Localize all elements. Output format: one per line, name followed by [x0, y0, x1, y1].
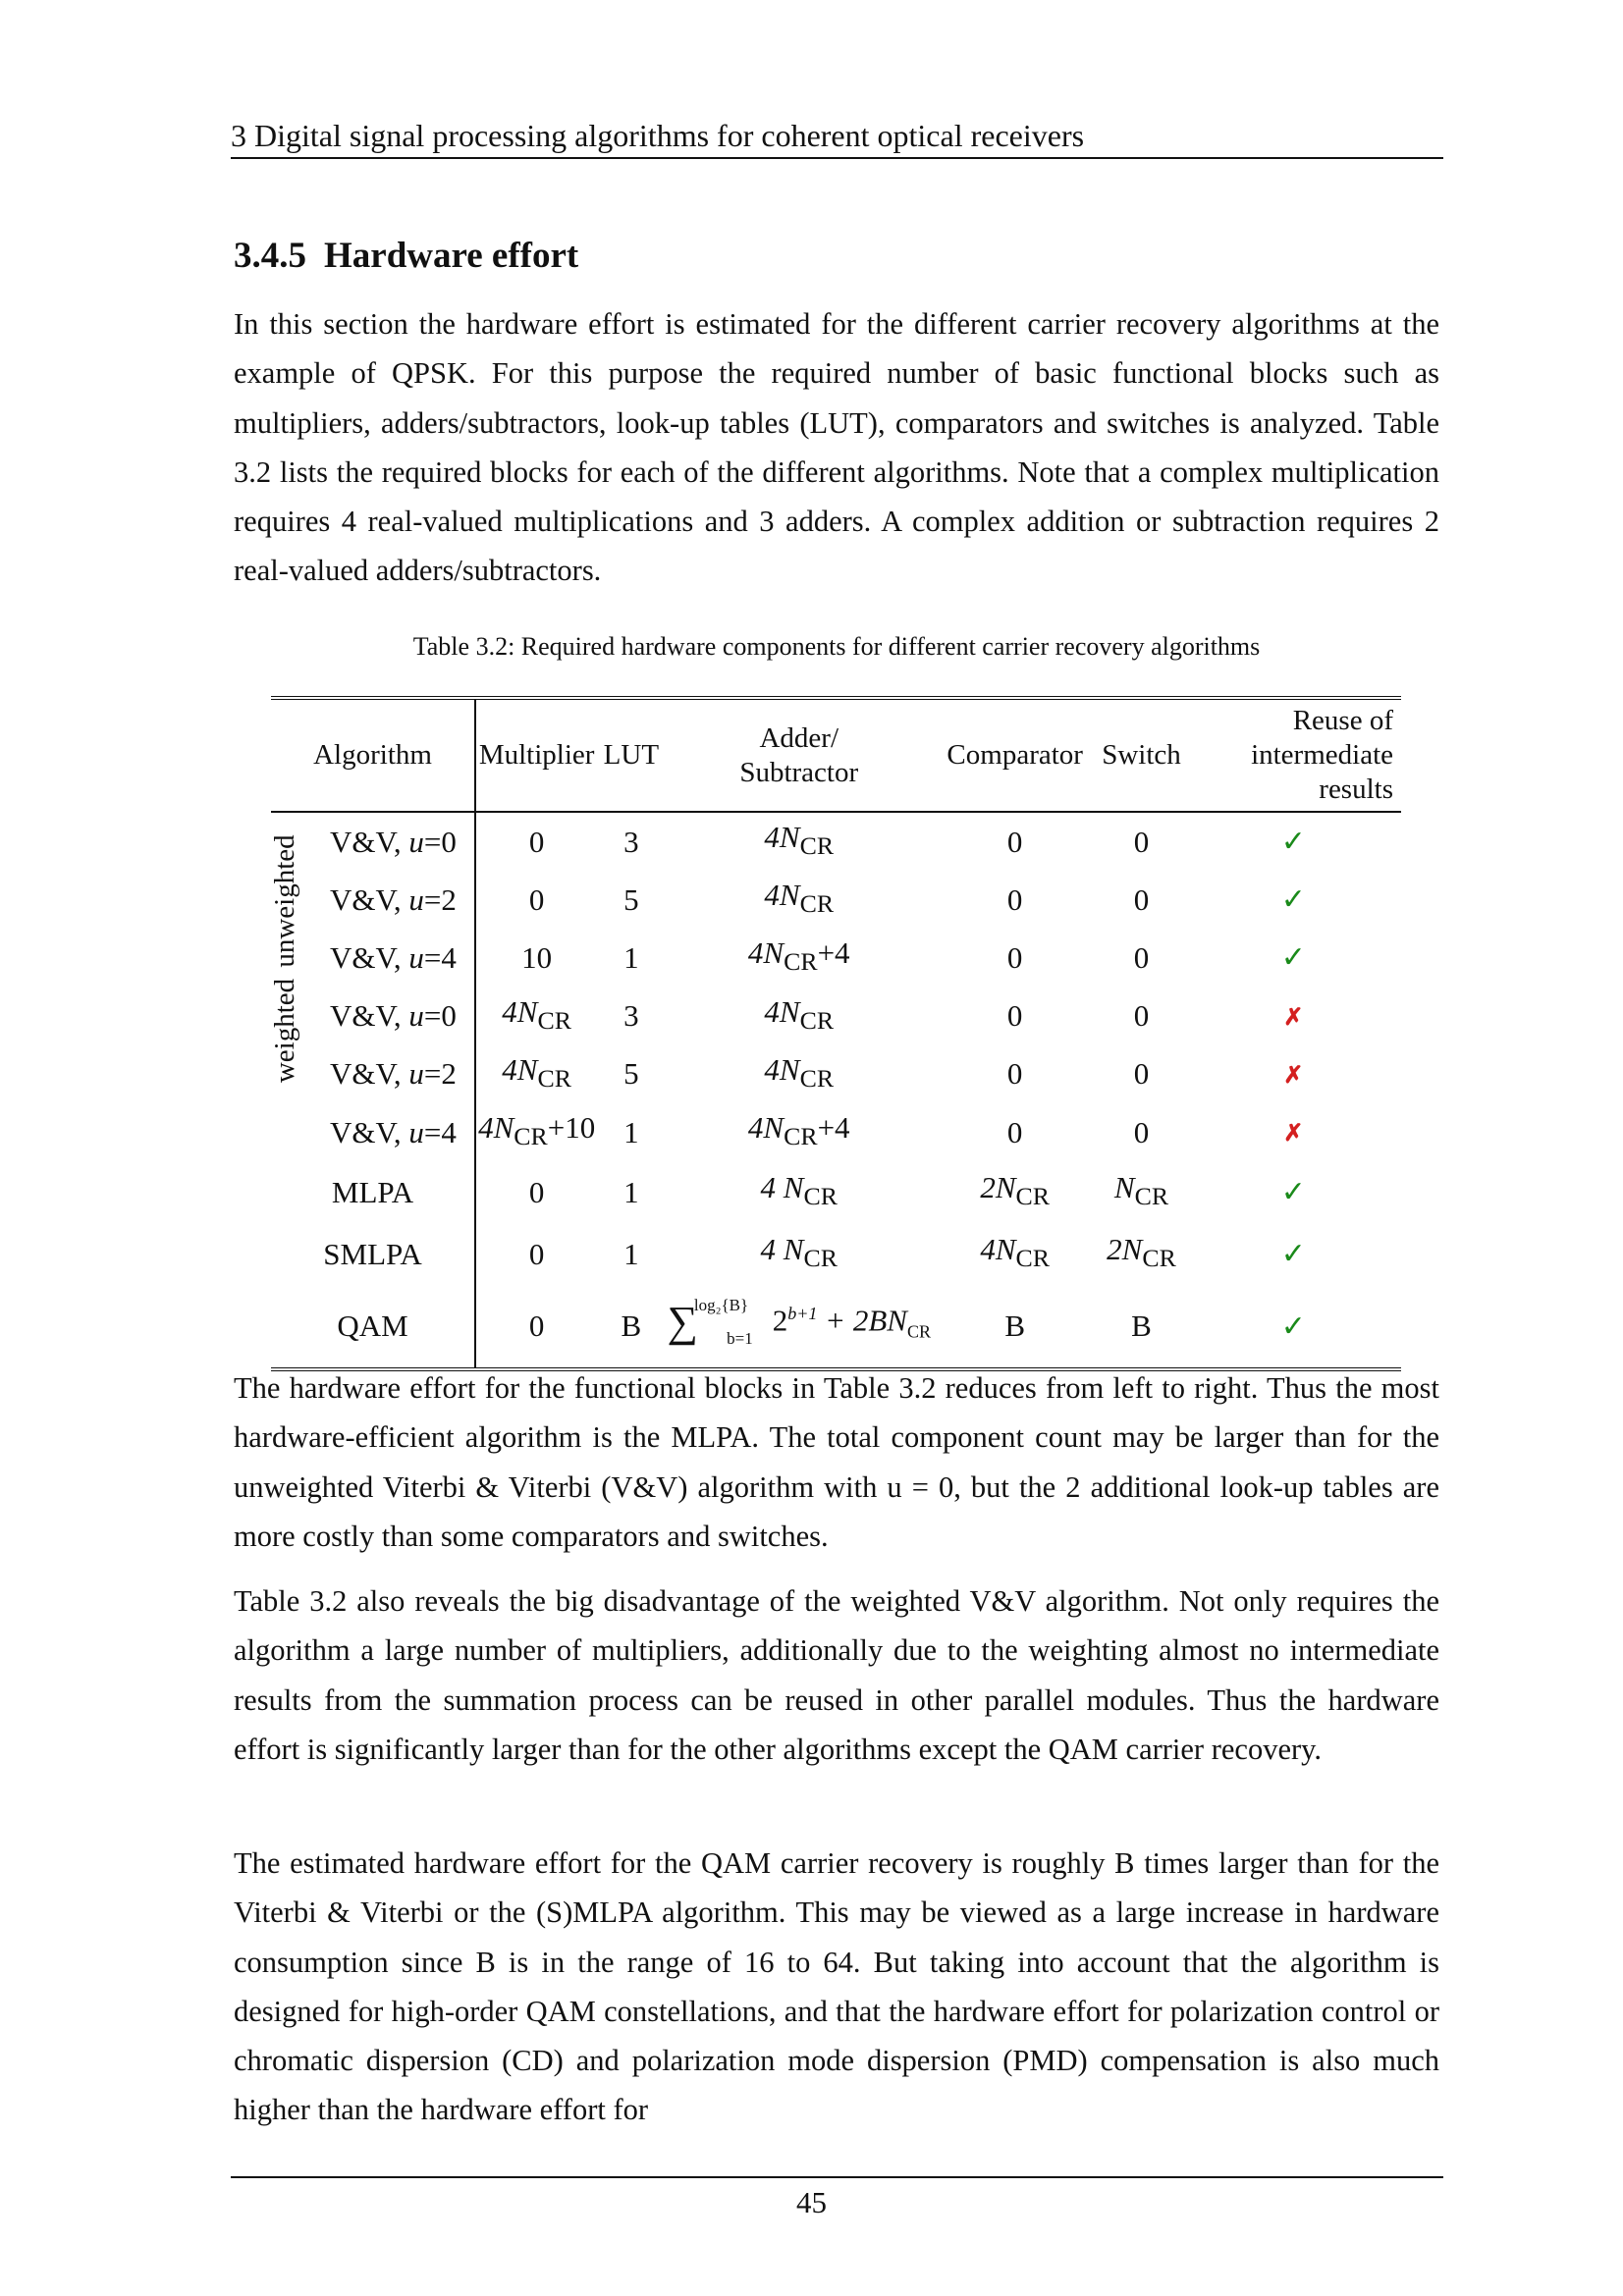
cell-reuse [1186, 812, 1401, 871]
cell-switch: 0 [1133, 1056, 1150, 1092]
cell-multiplier: 0 [528, 1308, 545, 1343]
comp-main: 4N [980, 1232, 1016, 1267]
mult-main: 4N [478, 1109, 514, 1145]
cell-comparator: 0 [1006, 824, 1023, 859]
cell-algorithm: QAM [271, 1286, 475, 1369]
cell-reuse [1186, 1045, 1401, 1103]
sum-base: 2 [772, 1303, 788, 1338]
adder-main: 4 N [760, 1170, 804, 1205]
table-header-row [271, 698, 1401, 812]
header-lut: LUT [597, 698, 665, 812]
adder-sub: CR [799, 831, 835, 861]
cell-lut: B [621, 1308, 642, 1343]
alg-prefix: V&V, [330, 1114, 409, 1149]
adder-main: 4N [764, 993, 800, 1029]
adder-sub: CR [784, 1122, 818, 1151]
sum-formula [667, 1295, 931, 1348]
cell-adder-sum-formula [665, 1286, 933, 1369]
check-icon: ✓ [1280, 1309, 1306, 1343]
table-row [271, 1161, 1401, 1223]
cell-comparator: B [1004, 1308, 1026, 1343]
adder-main: 4N [747, 1109, 784, 1145]
cell-lut: 3 [623, 824, 639, 859]
cell-algorithm [271, 812, 475, 871]
adder-main: 4N [764, 1051, 800, 1087]
check-icon: ✓ [1280, 1238, 1306, 1271]
cell-lut: 1 [623, 1236, 639, 1271]
alg-var: u [408, 1056, 424, 1092]
cell-multiplier: 0 [528, 1236, 545, 1271]
alg-suffix: =0 [423, 824, 457, 859]
cell-switch [1097, 1161, 1185, 1223]
cell-switch: 0 [1133, 824, 1150, 859]
cell-lut: 3 [623, 998, 639, 1034]
hardware-table [271, 696, 1401, 1371]
check-icon: ✓ [1280, 826, 1306, 859]
table-caption: Table 3.2: Required hardware components for different carrier recovery algorithms [412, 632, 1261, 661]
cell-switch: B [1131, 1308, 1152, 1343]
alg-var: u [408, 939, 424, 975]
switch-main: N [1113, 1170, 1135, 1205]
alg-suffix: =4 [423, 939, 457, 975]
cell-switch: 0 [1133, 881, 1150, 917]
cell-multiplier: 0 [528, 881, 545, 917]
adder-main: 4N [747, 935, 784, 971]
header-reuse-line2: intermediate [1251, 739, 1393, 771]
adder-main: 4 N [760, 1232, 804, 1267]
header-reuse-line1: Reuse of [1292, 705, 1393, 736]
cell-adder [665, 871, 933, 929]
cell-lut: 1 [623, 1114, 639, 1149]
cell-reuse [1186, 929, 1401, 987]
cell-adder [665, 1045, 933, 1103]
cell-multiplier [475, 1103, 597, 1161]
comp-sub: CR [1015, 1244, 1050, 1273]
check-icon: ✓ [1280, 883, 1306, 917]
footer-rule [231, 2176, 1443, 2178]
table-row [271, 1223, 1401, 1285]
alg-var: u [408, 998, 424, 1034]
cell-adder [665, 929, 933, 987]
cell-adder [665, 1103, 933, 1161]
header-adder-line2: Subtractor [739, 756, 859, 788]
cell-switch: 0 [1133, 939, 1150, 975]
cell-comparator: 0 [1006, 939, 1023, 975]
alg-suffix: =4 [423, 1114, 457, 1149]
cell-adder [665, 988, 933, 1045]
sigma-symbol: ∑ [667, 1298, 698, 1346]
sum-exponent: b+1 [787, 1303, 818, 1323]
cell-lut: 1 [623, 939, 639, 975]
group-label-unweighted-text: unweighted [269, 834, 300, 968]
comp-main: 2N [980, 1170, 1016, 1205]
adder-sub: CR [799, 889, 835, 919]
cell-reuse [1186, 988, 1401, 1045]
cell-reuse [1186, 1103, 1401, 1161]
sum-rest-sub: CR [906, 1321, 931, 1342]
mult-sub: CR [537, 1005, 571, 1035]
cell-algorithm [271, 871, 475, 929]
switch-sub: CR [1142, 1244, 1176, 1273]
header-algorithm: Algorithm [271, 698, 475, 812]
cell-multiplier: 0 [528, 824, 545, 859]
mult-tail: +10 [547, 1109, 596, 1145]
sum-rest: + 2BN [817, 1303, 907, 1338]
paragraph-qam: The estimated hardware effort for the QAM carrier recovery is roughly B times larger than for the Viterbi & Viterbi or the (S)MLPA algorithm. This may be viewed as a large increase in hardware consumption since B is in the range of 16 to 64. But taking into account that the algorithm is designed for high-order QAM constellations, and that the hardware effort for polarization control or chromatic dispersion (CD) and polarization mode dispersion (PMD) compensation is also much higher than the hardware effort for [234, 1846, 1439, 2127]
cell-lut: 1 [623, 1174, 639, 1209]
running-header: 3 Digital signal processing algorithms for coherent optical receivers [231, 116, 1443, 159]
adder-sub: CR [803, 1182, 838, 1211]
cell-reuse [1186, 1286, 1401, 1369]
alg-suffix: =2 [423, 1056, 457, 1092]
alg-prefix: V&V, [330, 939, 409, 975]
cell-algorithm [271, 1103, 475, 1161]
cell-switch [1097, 1223, 1185, 1285]
cell-lut: 5 [623, 881, 639, 917]
adder-main: 4N [764, 878, 800, 913]
cell-comparator: 0 [1006, 998, 1023, 1034]
sum-expression [773, 1305, 931, 1341]
alg-prefix: V&V, [330, 998, 409, 1034]
cell-switch: 0 [1133, 1114, 1150, 1149]
comp-sub: CR [1015, 1182, 1050, 1211]
header-switch: Switch [1097, 698, 1185, 812]
cross-icon: ✗ [1283, 1121, 1304, 1148]
alg-var: u [408, 824, 424, 859]
cell-comparator: 0 [1006, 1056, 1023, 1092]
adder-sub: CR [803, 1244, 838, 1273]
cell-algorithm: SMLPA [271, 1223, 475, 1285]
check-icon: ✓ [1280, 941, 1306, 975]
alg-prefix: V&V, [330, 881, 409, 917]
hardware-table-wrapper [271, 696, 1401, 1371]
cell-reuse [1186, 1223, 1401, 1285]
cell-comparator: 0 [1006, 1114, 1023, 1149]
mult-main: 4N [502, 1051, 538, 1087]
cell-multiplier: 10 [521, 939, 553, 975]
section-title: Hardware effort [324, 236, 579, 276]
header-adder-subtractor [665, 698, 933, 812]
adder-tail: +4 [817, 1109, 850, 1145]
cell-comparator: 0 [1006, 881, 1023, 917]
paragraph-mlpa: The hardware effort for the functional blocks in Table 3.2 reduces from left to right. Thus the most hardware-efficient algorithm is the MLPA. The total component count may be larger than for the unweighted Viterbi & Viterbi (V&V) algorithm with u = 0, but the 2 additional look-up tables are more costly than some comparators and switches. [234, 1371, 1439, 1553]
table-row [271, 1286, 1401, 1369]
header-multiplier: Multiplier [475, 698, 597, 812]
alg-suffix: =2 [423, 881, 457, 917]
cell-algorithm [271, 929, 475, 987]
sum-lower-limit: b=1 [727, 1328, 753, 1348]
paragraph-intro: In this section the hardware effort is estimated for the different carrier recovery algorithms at the example of QPSK. For this purpose the required number of basic functional blocks such as multipliers, adders/subtractors, look-up tables (LUT), comparators and switches is analyzed. Table 3.2 lists the required blocks for each of the different algorithms. Note that a complex multiplication requires 4 real-valued multiplications and 3 adders. A complex addition or subtraction requires 2 real-valued adders/subtractors. [234, 307, 1439, 588]
table-row [271, 812, 1401, 871]
cell-comparator [933, 1161, 1097, 1223]
adder-main: 4N [764, 820, 800, 854]
alg-suffix: =0 [423, 998, 457, 1034]
cell-multiplier [475, 1045, 597, 1103]
table-row [271, 929, 1401, 987]
cell-multiplier: 0 [528, 1174, 545, 1209]
switch-sub: CR [1134, 1182, 1169, 1211]
adder-sub: CR [784, 947, 818, 977]
check-icon: ✓ [1280, 1176, 1306, 1209]
table-row [271, 1103, 1401, 1161]
table-row [271, 1045, 1401, 1103]
page-number: 45 [796, 2185, 827, 2219]
cell-adder [665, 812, 933, 871]
mult-sub: CR [537, 1063, 571, 1093]
alg-var: u [408, 881, 424, 917]
adder-tail: +4 [817, 935, 850, 971]
cell-comparator [933, 1223, 1097, 1285]
alg-prefix: V&V, [330, 1056, 409, 1092]
cell-adder [665, 1223, 933, 1285]
cell-reuse [1186, 1161, 1401, 1223]
header-adder-line1: Adder/ [759, 721, 839, 754]
group-label-weighted-text: weighted [269, 978, 300, 1084]
cross-icon: ✗ [1283, 1004, 1304, 1031]
cell-reuse [1186, 871, 1401, 929]
cell-algorithm: MLPA [271, 1161, 475, 1223]
cell-multiplier [475, 988, 597, 1045]
cell-algorithm [271, 1045, 475, 1103]
adder-sub: CR [799, 1063, 835, 1093]
cell-switch: 0 [1133, 998, 1150, 1034]
mult-main: 4N [502, 993, 538, 1029]
sum-upper-limit: log₂{B} [693, 1295, 749, 1314]
cell-lut: 5 [623, 1056, 639, 1092]
table-row [271, 988, 1401, 1045]
switch-main: 2N [1107, 1232, 1143, 1267]
adder-sub: CR [799, 1005, 835, 1035]
alg-prefix: V&V, [330, 824, 409, 859]
table-row [271, 871, 1401, 929]
cross-icon: ✗ [1283, 1062, 1304, 1089]
cell-algorithm [271, 988, 475, 1045]
alg-var: u [408, 1114, 424, 1149]
section-heading [234, 232, 578, 281]
paragraph-weighted-vv: Table 3.2 also reveals the big disadvantage of the weighted V&V algorithm. Not only requires the algorithm a large number of multipliers, additionally due to the weighting almost no intermediate results from the summation process can be reused in other parallel modules. Thus the hardware effort is significantly larger than for the other algorithms except the QAM carrier recovery. [234, 1584, 1439, 1766]
header-comparator: Comparator [933, 698, 1097, 812]
header-reuse-line3: results [1319, 774, 1393, 805]
section-number: 3.4.5 [234, 236, 306, 276]
header-reuse [1186, 698, 1401, 812]
mult-sub: CR [514, 1122, 548, 1151]
cell-adder [665, 1161, 933, 1223]
